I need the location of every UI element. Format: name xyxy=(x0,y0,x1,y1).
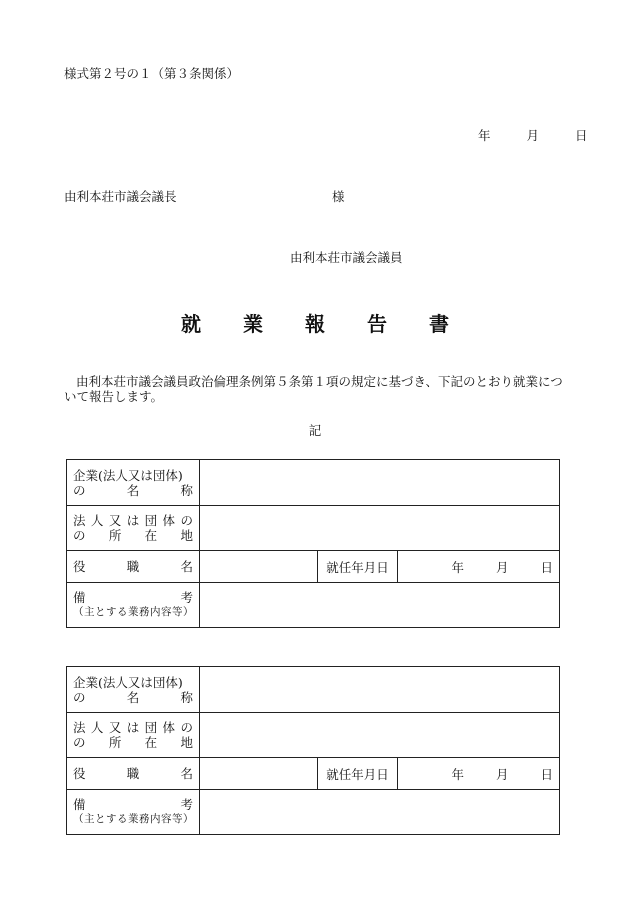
employment-table-1 xyxy=(66,459,560,628)
address-field[interactable] xyxy=(200,506,560,551)
address-field[interactable] xyxy=(200,713,560,758)
company-field[interactable] xyxy=(200,460,560,506)
position-label: 役 職 名 xyxy=(67,551,200,583)
date-month: 月 xyxy=(526,128,540,143)
address-label: 法 人 又 は 団 体 の の 所 在 地 xyxy=(67,713,200,758)
title-char: 書 xyxy=(429,312,449,336)
form-number: 様式第２号の１（第３条関係） xyxy=(64,66,240,81)
sender: 由利本荘市議会議員 xyxy=(290,250,403,265)
remarks-field[interactable] xyxy=(200,790,560,835)
position-field[interactable] xyxy=(200,551,318,583)
address-label: 法 人 又 は 団 体 の の 所 在 地 xyxy=(67,506,200,551)
company-field[interactable] xyxy=(200,667,560,713)
position-field[interactable] xyxy=(200,758,318,790)
date-day: 日 xyxy=(575,128,588,143)
body-text: 由利本荘市議会議員政治倫理条例第５条第１項の規定に基づき、下記のとおり就業について報告します。 xyxy=(64,374,563,404)
position-label: 役 職 名 xyxy=(67,758,200,790)
submission-date xyxy=(478,126,588,144)
document-title xyxy=(0,308,630,337)
employment-table-2 xyxy=(66,666,560,835)
title-char: 報 xyxy=(305,312,325,336)
tenure-date-field[interactable]: 年 月 日 xyxy=(398,758,560,790)
tenure-label: 就任年月日 xyxy=(318,758,398,790)
company-label: 企業(法人又は団体) の 名 称 xyxy=(67,667,200,713)
remarks-field[interactable] xyxy=(200,583,560,628)
title-char: 告 xyxy=(367,312,387,336)
remarks-label: 備 考 （主とする業務内容等） xyxy=(67,583,200,628)
recipient: 由利本荘市議会議長 xyxy=(64,189,177,204)
honorific: 様 xyxy=(332,189,345,204)
title-char: 就 xyxy=(181,312,201,336)
tenure-date-field[interactable]: 年 月 日 xyxy=(398,551,560,583)
ki-heading: 記 xyxy=(308,423,322,438)
remarks-label: 備 考 （主とする業務内容等） xyxy=(67,790,200,835)
title-char: 業 xyxy=(243,312,263,336)
date-year: 年 xyxy=(478,128,491,143)
tenure-label: 就任年月日 xyxy=(318,551,398,583)
company-label: 企業(法人又は団体) の 名 称 xyxy=(67,460,200,506)
